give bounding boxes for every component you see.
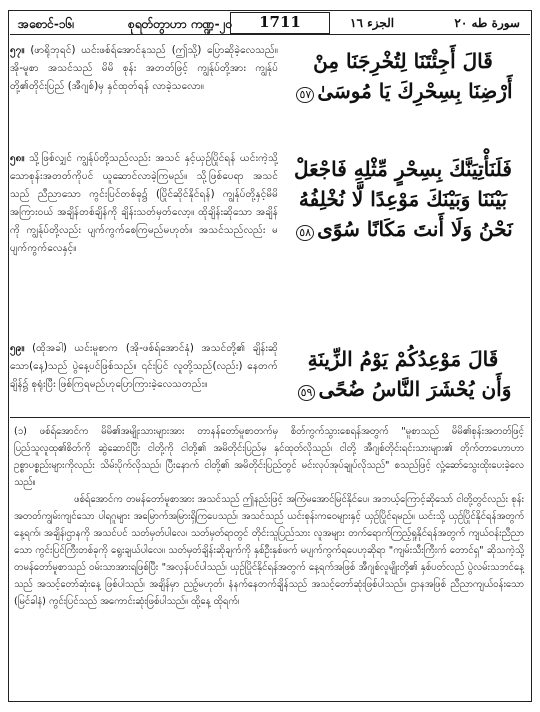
- surah-label: سورة طه ٢٠: [454, 16, 520, 30]
- verse-text: သို့ဖြစ်လျှင် ကျွန်ုပ်တို့သည်လည်း အသင် နှင့်ယှဉ်ပြိုင်ရန် ယင်းကဲ့သို့သောစုန်းအတတ်ကိုပင် ယူဆောင်လာခဲ့ကြမည်။ သို့ဖြစ်ပေရာ အသင်သည် ညီညာသော ကွင်းပြင်တစ်ခု၌ (ပြိုင်ဆိုင်နိုင်ရန်) ကျွန်ုပ်တို့နှင့်မိမိအကြားဝယ် အချိန်တစ်ချိန်ကို ချိန်းသတ်မှတ်လော့။ ထိုချိန်းဆိုသော အချိန်ကို ကျွန်ုပ်တို့လည်း ပျက်ကွက်စေကြမည်မဟုတ်။ အသင်သည်လည်း မပျက်ကွက်လေနှင့်။: [10, 153, 278, 254]
- commentary-paragraph: (၁) ဖစ်ရ်အောင်က မိမိ၏အမျိုးသားများအား တာနန်တော်မူစာတက်မှ စိတ်ကွက်သွားစေရန်အတွက် "မူစာသည် မိမိ၏စုန်းအတတ်ဖြင့် ပြည်သူလူထု၏စိတ်ကို ဆွဲဆောင်ပြီး ငါတို့ကို ငါတို့၏ အမိတိုင်းပြည်မှ နှင်ထုတ်လိုသည်၊ ငါတို့ အီဂျစ်တိုင်းရင်းသားများ၏ တိုက်တာဟောဟာ ဥစ္စာပစ္စည်းများကိုလည်း သိမ်းပိုက်လိုသည်၊ ပြီးနောက် ငါတို့၏ အမိတိုင်းပြည်တွင် မင်းလုပ်အုပ်ချုပ်လိုသည်" စသည်ဖြင့် လှုံ့ဆော်သွေးထိုးပေးခဲ့လေသည်။: [14, 426, 524, 488]
- juz-label: الجزء ١٦: [350, 16, 395, 30]
- ayah-end-marker: ٥٩: [298, 385, 316, 401]
- arabic-verse: [292, 344, 514, 404]
- arabic-line: قَالَ أَجِئْتَنَا لِتُخْرِجَنَا مِنْ: [313, 49, 493, 73]
- verse-translation: [10, 340, 278, 394]
- commentary-paragraph: ဖစ်ရ်အောင်က တမန်တော်မူစာအား အသင်သည် ဤနည်းဖြင့် အကြံမအောင်မြင်နိုင်ပေ၊ အဘယ့်ကြောင့်ဆိုသော် ငါတို့တွင်လည်း စုန်းအတတ်ကျွမ်းကျင်သော ပါရဂူများ အမြောက်အမြားရှိကြပေသည်၊ အသင်သည် ယင်းစုန်းကဝေများနှင့် ယှဉ်ပြိုင်ရမည်။ ယင်းသို့ ယှဉ်ပြိုင်နိုင်ရန်အတွက် နေ့ရက်၊ အချိန်၊ဌာနကို အသင်ပင် သတ်မှတ်ပါလေ၊ သတ်မှတ်ရာတွင် တိုင်းသူပြည်သား လူအများ တက်ရောက်ကြည့်ရှုနိုင်ရန်အတွက် ကျယ်ဝန်းညီညာသော ကွင်းပြင်ကြီးတစ်ခုကို ရွေးချယ်ပါလေ။ သတ်မှတ်ချိန်းဆိုချက်ကို နှစ်ဦးနှစ်ဖက် မပျက်ကွက်ရပေဟုဆိုရာ "ကျမ်းသီးကြီးက် တောင်ရှ" ဆိုသကဲ့သို့ တမန်တော်မူစာသည် ဝမ်းသာအားရဖြစ်ပြီး "အလှန်ပင်ပါသည်၊ ယှဉ်ပြိုင်နိုင်ရန်အတွက် နေ့ရက်အဖြစ် အီဂျစ်လူမျိုးတို့၏ နှစ်ပတ်လည် ပွဲလမ်းသဘင်နေ့သည် အသင့်တော်ဆုံးနေ့ ဖြစ်ပါသည်၊ အချိန်မှာ ညဉ့်မဟုတ်၊ နံနက်နေတက်ချိန်သည် အသင့်တော်ဆုံးဖြစ်ပါသည်။ ဌာနအဖြစ် ညီညာကျယ်ဝန်းသော (မြင်ခါနံ) ကွင်းပြင်သည် အကောင်းဆုံးဖြစ်ပါသည်။ ထို့နေ့ ထိုရက်၊: [14, 494, 524, 607]
- commentary-divider: [10, 417, 530, 418]
- commentary-section: [14, 423, 524, 610]
- arabic-verse: [292, 46, 514, 106]
- arabic-line: بَيْنَنَا وَبَيْنَكَ مَوْعِدًا لَّا نُخْلِفُهُ: [298, 187, 508, 211]
- verse-number: ၅၇။: [10, 45, 25, 56]
- verse-number: ၅၈။: [10, 153, 25, 164]
- verse-text: (ဖာရိုဘုရင်) ယင်းဖစ်ရ်အောင်နုသည် (ဤသို့) ပြောဆိုခဲ့လေသည်။ အို-မူစာ အသင်သည် မိမိ စုန်း အတတ်ဖြင့် ကျွန်ုပ်တို့အား ကျွန်ုပ်တို့၏တိုင်းပြည် (အီဂျစ်)မှ နှင်ထုတ်ရန် လာခဲ့သလော။: [10, 45, 278, 92]
- verse-translation: [10, 42, 278, 96]
- arabic-line: قَالَ مَوْعِدُكُمْ يَوْمُ الزِّينَةِ: [307, 347, 499, 371]
- verse-text: (ထိုအခါ) ယင်းမူစာက (အို-ဖစ်ရ်အောင်နုံ) အသင်တို့၏ ချိန်းဆိုသော(နေ့)သည် ပွဲနေ့ပင်ဖြစ်သည်။ ၎င်းပြင် လူတို့သည်(လည်း) နေတက်ချိန်၌ စုရုံးပြီး ဖြစ်ကြရမည်ဟုပြောကြားခဲ့လေသတည်း။: [10, 343, 278, 390]
- page-number: 1711: [230, 12, 330, 34]
- arabic-line: فَلَنَأْتِيَنَّكَ بِسِحْرٍ مِّثْلِهِ فَاجْعَلْ: [294, 157, 512, 181]
- arabic-line: وَأَن يُحْشَرَ النَّاسُ ضُحًى: [318, 377, 512, 401]
- ayah-end-marker: ٥٨: [296, 225, 314, 241]
- ayah-end-marker: ٥٧: [296, 87, 314, 103]
- verse-number: ၅၉။: [10, 343, 25, 354]
- arabic-line: أَرْضِنَا بِسِحْرِكَ يَا مُوسَىٰ: [317, 79, 513, 103]
- header-divider: [10, 34, 530, 35]
- page-header: [10, 12, 530, 36]
- book-title: စုရတ်တွာဟာ ကဏ္ဍ-၂၀: [128, 17, 233, 31]
- arabic-line: نَحْنُ وَلَا أَنتَ مَكَانًا سُوًى: [317, 217, 513, 241]
- verse-translation: [10, 150, 278, 258]
- chapter-ref: အစောင်-၁၆၊: [18, 17, 75, 31]
- arabic-verse: [292, 154, 514, 244]
